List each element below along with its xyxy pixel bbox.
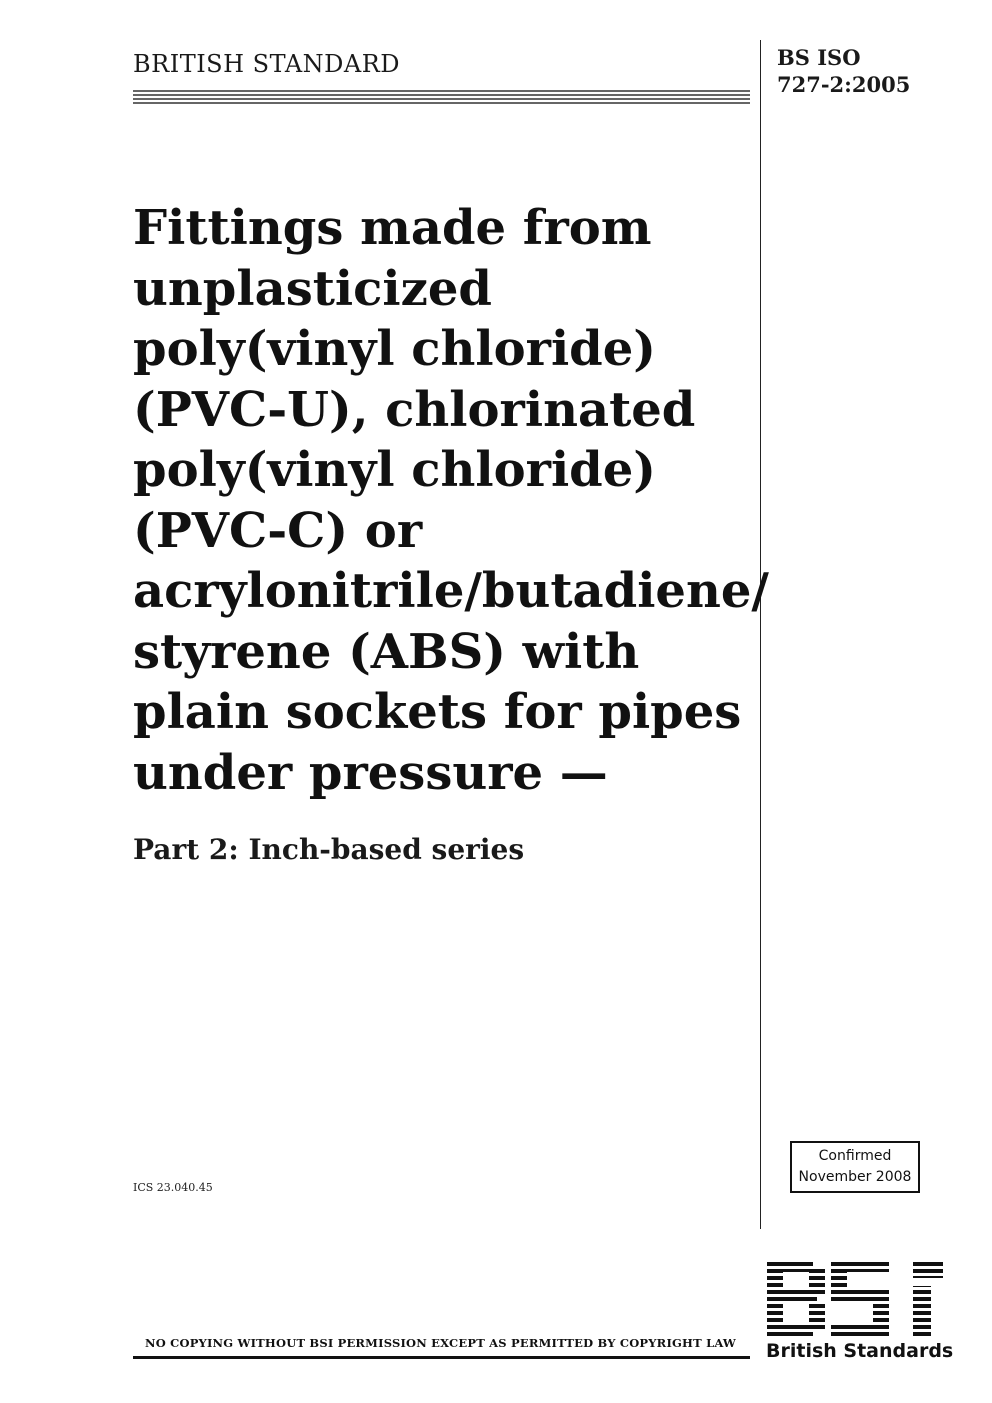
standard-number-line2: 727-2:2005 bbox=[777, 72, 911, 97]
ics-code: ICS 23.040.45 bbox=[133, 1181, 213, 1194]
bsi-logo-caption: British Standards bbox=[766, 1340, 954, 1362]
copyright-notice: NO COPYING WITHOUT BSI PERMISSION EXCEPT AS PERMITTED BY COPYRIGHT LAW bbox=[145, 1336, 737, 1350]
title-line: (PVC-C) or bbox=[133, 502, 423, 559]
confirmed-stamp bbox=[790, 1141, 920, 1193]
title-line: styrene (ABS) with bbox=[133, 623, 640, 680]
footer-rule bbox=[133, 1356, 750, 1359]
title-line: unplasticized bbox=[133, 260, 492, 317]
header-rule-stripes bbox=[133, 90, 750, 105]
title-line: plain sockets for pipes bbox=[133, 684, 742, 740]
title-line: acrylonitrile/butadiene/ bbox=[133, 563, 769, 619]
standard-number-line1: BS ISO bbox=[777, 45, 861, 70]
title-line: poly(vinyl chloride) bbox=[133, 321, 656, 377]
part-title: Part 2: Inch-based series bbox=[133, 833, 525, 866]
document-title bbox=[133, 198, 769, 803]
standard-number bbox=[777, 44, 910, 98]
title-line: poly(vinyl chloride) bbox=[133, 442, 656, 498]
title-line: Fittings made from bbox=[133, 200, 652, 256]
title-line: under pressure — bbox=[133, 744, 608, 801]
confirmed-line2: November 2008 bbox=[798, 1169, 912, 1185]
confirmed-line1: Confirmed bbox=[818, 1148, 892, 1164]
header-label: BRITISH STANDARD bbox=[133, 50, 401, 78]
title-line: (PVC-U), chlorinated bbox=[133, 381, 696, 438]
